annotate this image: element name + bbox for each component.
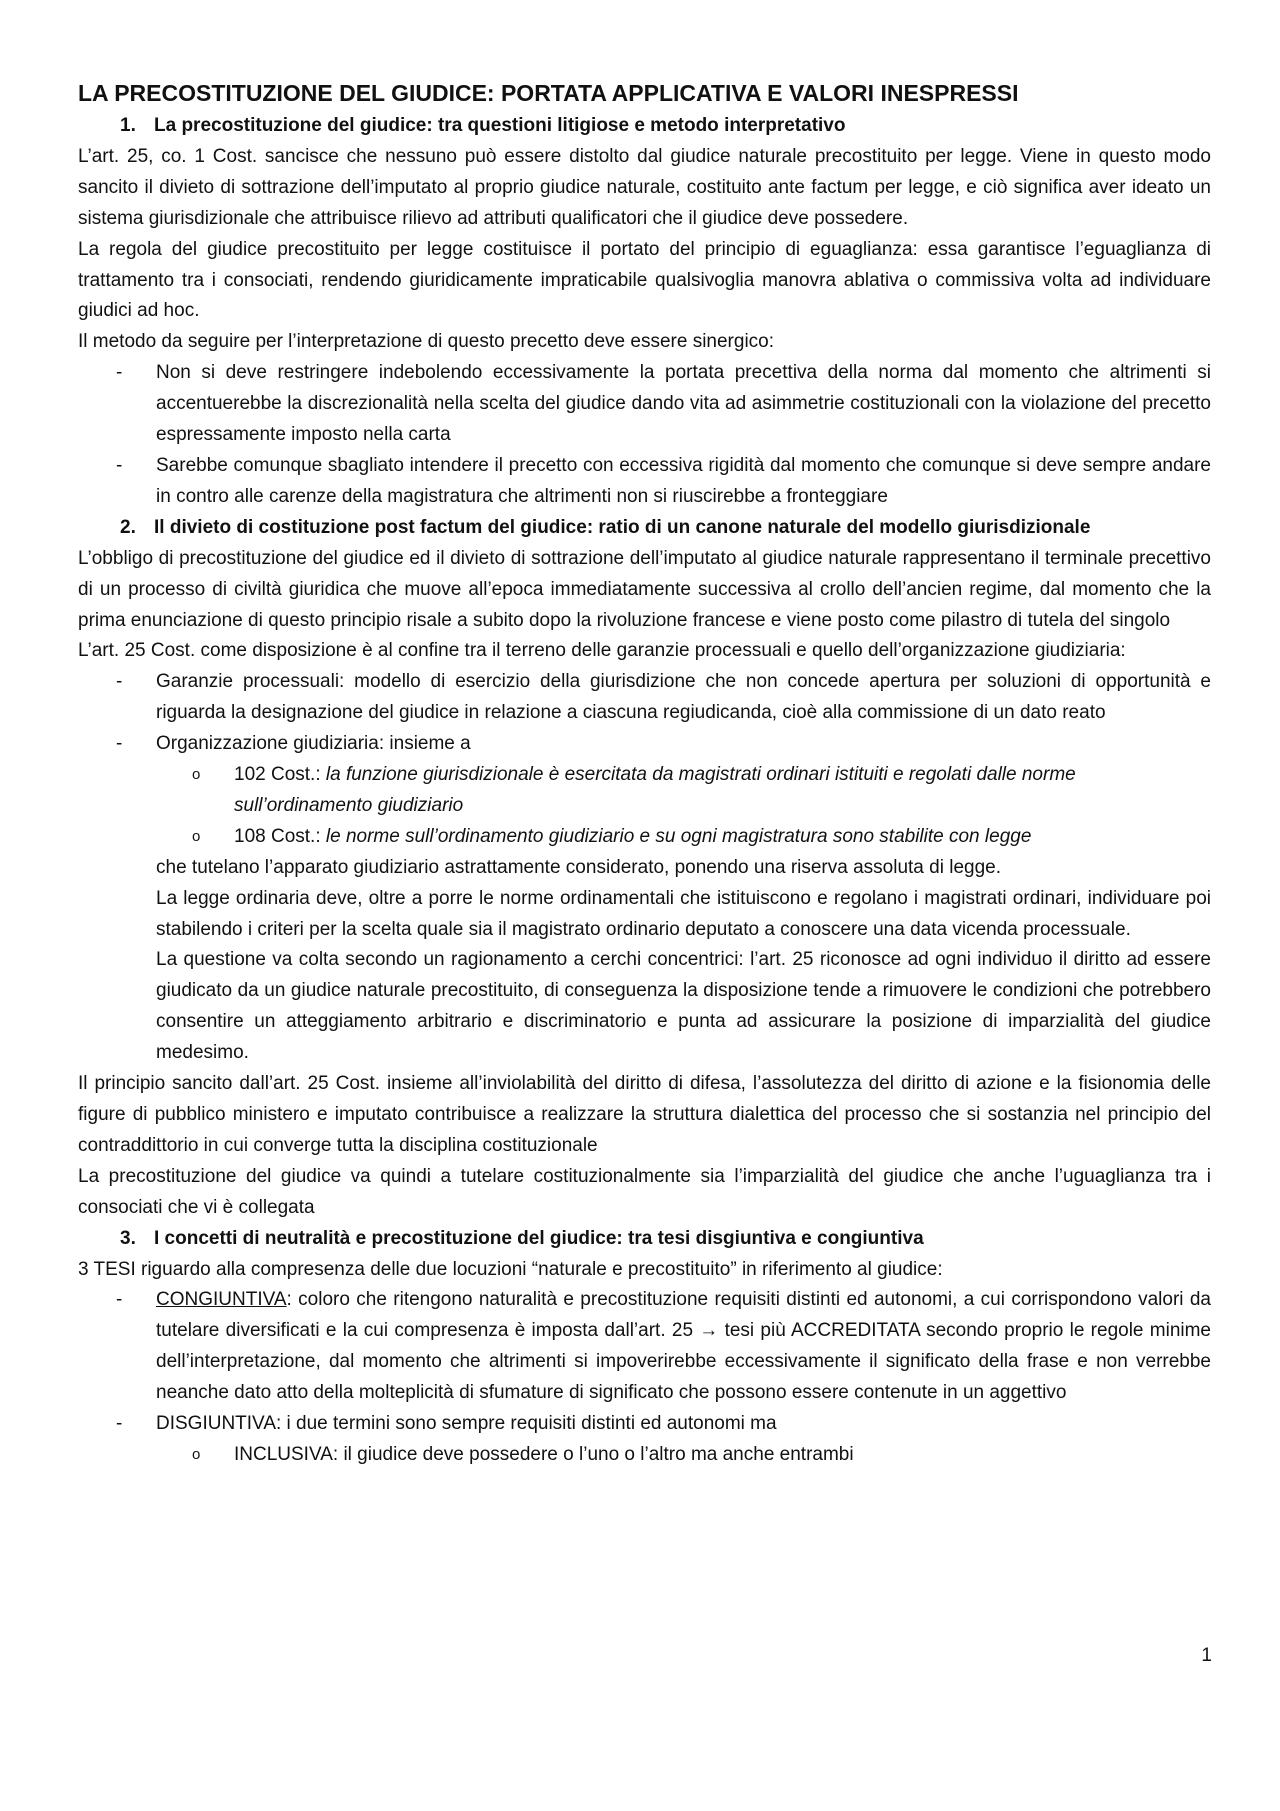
dash-bullet-icon: -: [116, 1289, 123, 1311]
dash-bullet-icon: -: [116, 362, 123, 384]
circle-bullet-icon: o: [192, 1445, 201, 1463]
dash-bullet-icon: -: [116, 454, 123, 476]
list-item: [78, 1285, 1211, 1409]
list-item: [78, 451, 1211, 513]
article-ref: 102 Cost.:: [234, 764, 326, 786]
section-title: Il divieto di costituzione post factum del giudice: ratio di un canone naturale del modello giurisdizionale: [154, 516, 1091, 538]
bullet-list: [78, 1285, 1211, 1470]
list-item-text: INCLUSIVA: il giudice deve possedere o l’uno o l’altro ma anche entrambi: [234, 1443, 854, 1465]
paragraph: L’art. 25 Cost. come disposizione è al confine tra il terreno delle garanzie processuali e quello dell’organizzazione giudiziaria:: [78, 640, 1126, 662]
list-item: [78, 358, 1211, 451]
section-title: I concetti di neutralità e precostituzione del giudice: tra tesi disgiuntiva e congiuntiva: [154, 1227, 924, 1249]
list-item: [78, 1409, 1211, 1471]
list-item: [78, 729, 1211, 1069]
article-quote: la funzione giurisdizionale è esercitata da magistrati ordinari istituiti e regolati dalle norme sull’ordinamento giudiziario: [234, 764, 1076, 816]
list-item-text: Garanzie processuali: modello di esercizio della giurisdizione che non concede apertura per soluzioni di opportunità e riguarda la designazione del giudice in relazione a ciascuna regiudicanda, cioè alla commissione di un dato reato: [156, 671, 1211, 724]
paragraph: La precostituzione del giudice va quindi a tutelare costituzionalmente sia l’imparzialità del giudice che anche l’uguaglianza tra i consociati che vi è collegata: [78, 1165, 1211, 1218]
paragraph: Il metodo da seguire per l’interpretazione di questo precetto deve essere sinergico:: [78, 331, 775, 353]
section-title: La precostituzione del giudice: tra questioni litigiose e metodo interpretativo: [154, 115, 846, 136]
thesis-label: CONGIUNTIVA: [156, 1289, 287, 1311]
list-item-text: Organizzazione giudiziaria: insieme a: [156, 733, 471, 755]
paragraph: La questione va colta secondo un ragionamento a cerchi concentrici: l’art. 25 riconosce ad ogni individuo il diritto ad essere giudicato da un giudice naturale precostituito, di conseguenza la disposizione tende a rimuovere le condizioni che potrebbero consentire un atteggiamento arbitrario e discriminatorio e punta ad assicurare la posizione di imparzialità del giudice medesimo.: [156, 949, 1211, 1064]
paragraph: Il principio sancito dall’art. 25 Cost. insieme all’inviolabilità del diritto di difesa, l’assolutezza del diritto di azione e la fisionomia delle figure di pubblico ministero e imputato contribuisce a realizzare la struttura dialettica del processo che si sostanzia nel principio del contraddittorio in cui converge tutta la disciplina costituzionale: [78, 1073, 1211, 1156]
sub-list-item: [156, 1440, 1211, 1471]
section-number: 3.: [120, 1227, 136, 1249]
section-2-heading: [78, 513, 1211, 544]
list-item-text: Non si deve restringere indebolendo eccessivamente la portata precettiva della norma dal momento che altrimenti si accentuerebbe la discrezionalità nella scelta del giudice dando vita ad asimmetrie costituzionali con la violazione del precetto espressamente imposto nella carta: [156, 362, 1211, 446]
section-1-heading: [78, 111, 1211, 142]
sub-list-item: [156, 760, 1211, 822]
paragraph: 3 TESI riguardo alla compresenza delle due locuzioni “naturale e precostituito” in riferimento al giudice:: [78, 1258, 943, 1280]
paragraph: L’art. 25, co. 1 Cost. sancisce che nessuno può essere distolto dal giudice naturale precostituito per legge. Viene in questo modo sancito il divieto di sottrazione dell’imputato al proprio giudice naturale, costituito ante factum per legge, e ciò significa aver ideato un sistema giurisdizionale che attribuisce rilievo ad attributi qualificatori che il giudice deve possedere.: [78, 145, 1211, 229]
page-number: 1: [1201, 1645, 1212, 1666]
document-page: [78, 78, 1211, 1471]
dash-bullet-icon: -: [116, 733, 123, 755]
sub-bullet-list: [156, 760, 1211, 853]
paragraph: La regola del giudice precostituito per legge costituisce il portato del principio di eguaglianza: essa garantisce l’eguaglianza di trattamento tra i consociati, rendendo giuridicamente impraticabile qualsivoglia manovra ablativa o commissiva volta ad individuare giudici ad hoc.: [78, 238, 1211, 322]
bullet-list: [78, 667, 1211, 1069]
document-title: LA PRECOSTITUZIONE DEL GIUDICE: PORTATA APPLICATIVA E VALORI INESPRESSI: [78, 80, 1019, 106]
article-ref: 108 Cost.:: [234, 825, 326, 847]
article-quote: le norme sull’ordinamento giudiziario e su ogni magistratura sono stabilite con legge: [325, 825, 1032, 847]
list-item: [78, 667, 1211, 729]
section-number: 1.: [120, 115, 136, 136]
paragraph: L’obbligo di precostituzione del giudice ed il divieto di sottrazione dell’imputato al giudice naturale rappresentano il terminale precettivo di un processo di civiltà giuridica che muove all’epoca immediatamente successiva al crollo dell’ancien regime, dal momento che la prima enunciazione di questo principio risale a subito dopo la rivoluzione francese e viene posto come pilastro di tutela del singolo: [78, 547, 1211, 631]
paragraph: La legge ordinaria deve, oltre a porre le norme ordinamentali che istituiscono e regolano i magistrati ordinari, individuare poi stabilendo i criteri per la scelta quale sia il magistrato ordinario deputato a conoscere una data vicenda processuale.: [156, 887, 1211, 940]
dash-bullet-icon: -: [116, 671, 123, 693]
sub-list-item: [156, 822, 1211, 853]
list-item-text: : coloro che ritengono naturalità e precostituzione requisiti distinti ed autonomi, a cui corrispondono valori da tutelare diversificati e la cui compresenza è imposta dall’art. 25 → tesi più ACCREDITATA secondo proprio le regole minime dell’interpretazione, dal momento che altrimenti si impoverirebbe eccessivamente il significato della frase e non verrebbe neanche dato atto della molteplicità di sfumature di significato che possono essere contenute in un aggettivo: [156, 1289, 1211, 1404]
dash-bullet-icon: -: [116, 1413, 123, 1435]
list-item-text: DISGIUNTIVA: i due termini sono sempre requisiti distinti ed autonomi ma: [156, 1413, 777, 1435]
circle-bullet-icon: o: [192, 766, 201, 784]
section-3-heading: [78, 1224, 1211, 1255]
circle-bullet-icon: o: [192, 827, 201, 845]
bullet-list: [78, 358, 1211, 513]
paragraph: che tutelano l’apparato giudiziario astrattamente considerato, ponendo una riserva assoluta di legge.: [156, 856, 1001, 878]
list-item-text: Sarebbe comunque sbagliato intendere il precetto con eccessiva rigidità dal momento che comunque si deve sempre andare in contro alle carenze della magistratura che altrimenti non si riuscirebbe a fronteggiare: [156, 454, 1211, 507]
sub-bullet-list: [156, 1440, 1211, 1471]
section-number: 2.: [120, 516, 136, 538]
